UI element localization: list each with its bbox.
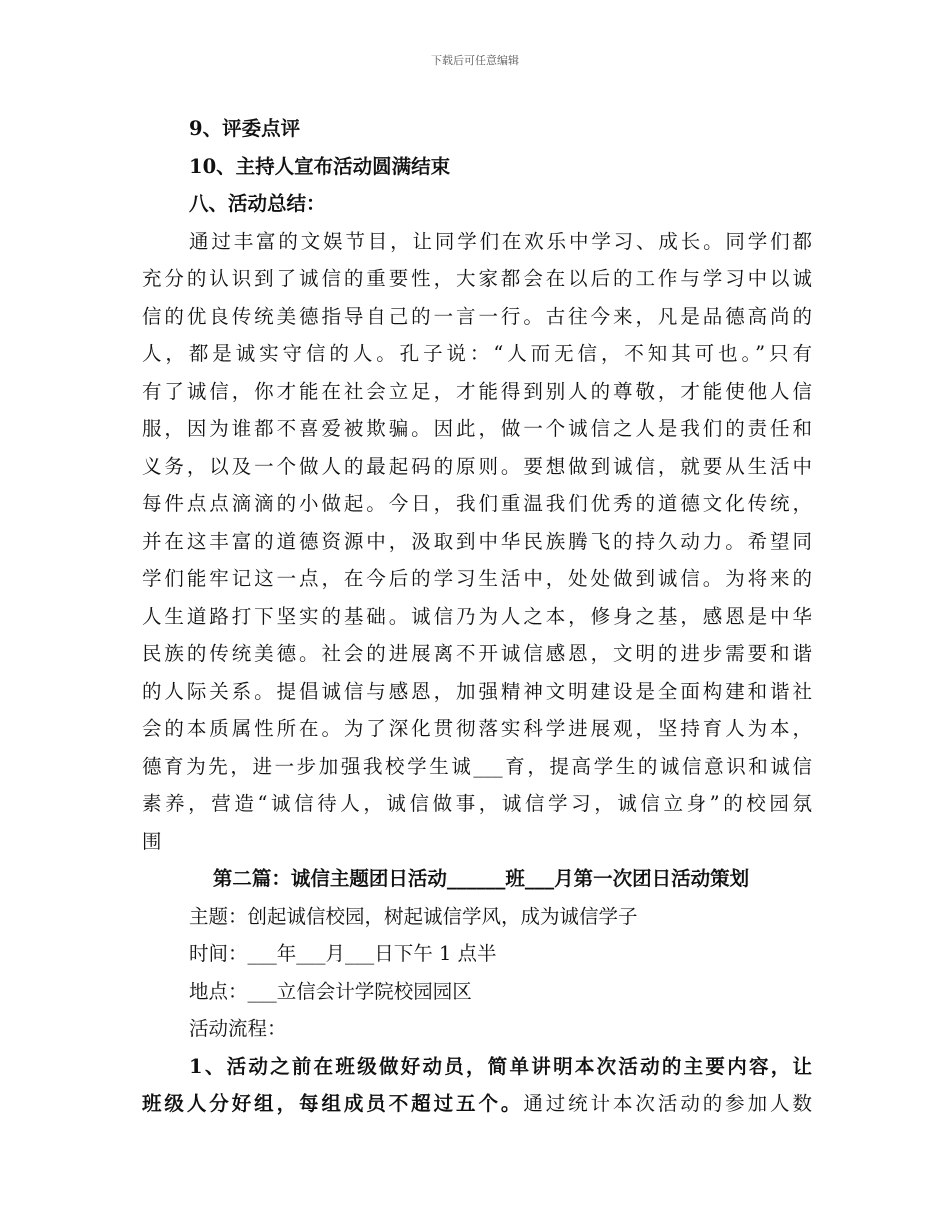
item-judges-review: 9、评委点评 [189, 117, 301, 140]
summary-line: 并在这丰富的道德资源中，汲取到中华民族腾飞的持久动力。希望同 [142, 529, 812, 553]
summary-line: 会的本质属性所在。为了深化贯彻落实科学进展观，坚持育人为本， [142, 717, 812, 740]
item-host-closing: 10、主持人宣布活动圆满结束 [189, 154, 451, 178]
summary-line: 素养，营造“诚信待人，诚信做事，诚信学习，诚信立身”的校园氛 [142, 792, 812, 815]
summary-line: 民族的传统美德。社会的进展离不开诚信感恩，文明的进步需要和谐 [142, 642, 812, 665]
summary-line: 通过丰富的文娱节目，让同学们在欢乐中学习、成长。同学们都 [189, 229, 812, 253]
summary-line: 学们能牢记这一点，在今后的学习生活中，处处做到诚信。为将来的 [142, 567, 812, 590]
summary-line: 德育为先，进一步加强我校学生诚___育，提高学生的诚信意识和诚信 [142, 754, 812, 778]
flow-step-1-regular-text: 通过统计本次活动的参加人数 [523, 1092, 812, 1115]
activity-flow-heading: 活动流程： [189, 1017, 287, 1040]
summary-line: 每件点点滴滴的小做起。今日，我们重温我们优秀的道德文化传统， [142, 492, 812, 515]
page-header-note: 下载后可任意编辑 [431, 54, 519, 67]
summary-line: 义务，以及一个做人的最起码的原则。要想做到诚信，就要从生活中 [142, 454, 812, 478]
summary-line: 有了诚信，你才能在社会立足，才能得到别人的尊敬，才能使他人信 [142, 379, 812, 403]
activity-place: 地点：___立信会计学院校园园区 [189, 979, 472, 1003]
flow-step-1-bold-text: 班级人分好组，每组成员不超过五个。 [142, 1092, 524, 1115]
activity-time: 时间：___年___月___日下午 1 点半 [189, 942, 497, 965]
flow-step-1-line-2 [142, 1085, 812, 1123]
summary-line: 人，都是诚实守信的人。孔子说：“人而无信，不知其可也。”只有 [142, 342, 812, 365]
summary-line: 的人际关系。提倡诚信与感恩，加强精神文明建设是全面构建和谐社 [142, 679, 812, 703]
flow-step-1-line-1: 1、活动之前在班级做好动员，简单讲明本次活动的主要内容，让 [189, 1054, 812, 1078]
summary-line: 信的优良传统美德指导自己的一言一行。古往今来，凡是品德高尚的 [142, 304, 812, 328]
summary-line: 充分的认识到了诚信的重要性，大家都会在以后的工作与学习中以诚 [142, 267, 812, 290]
summary-line: 人生道路打下坚实的基础。诚信乃为人之本，修身之基，感恩是中华 [142, 604, 812, 628]
summary-line: 服，因为谁都不喜爱被欺骗。因此，做一个诚信之人是我们的责任和 [142, 417, 812, 440]
activity-theme: 主题：创起诚信校园，树起诚信学风，成为诚信学子 [189, 904, 638, 928]
section-two-title: 第二篇：诚信主题团日活动______班___月第一次团日活动策划 [212, 867, 750, 890]
summary-line: 围 [142, 829, 162, 853]
summary-heading: 八、活动总结： [189, 192, 326, 215]
document-body [142, 110, 812, 1123]
